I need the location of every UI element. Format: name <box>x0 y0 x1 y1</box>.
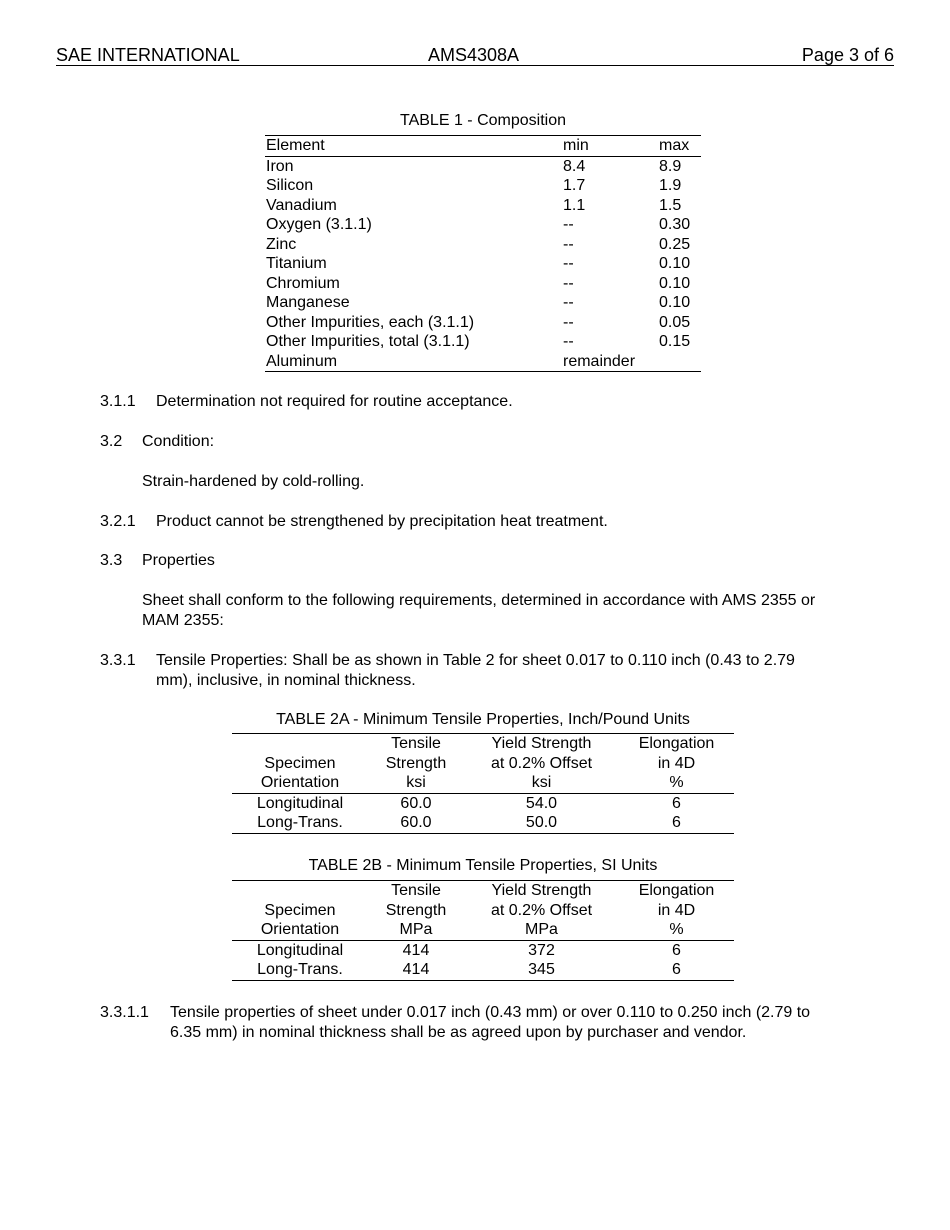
table-cell: 1.7 <box>563 177 586 194</box>
table-cell: 6 <box>672 961 681 978</box>
column-header: Elongation <box>638 735 715 752</box>
table-cell: 54.0 <box>525 794 558 812</box>
composition-table <box>265 135 701 372</box>
section-text: Sheet shall conform to the following requirements, determined in accordance with AMS 2355 or <box>142 592 816 609</box>
table-header-row <box>232 881 734 901</box>
table-row <box>265 352 701 372</box>
column-header: Strength <box>385 901 447 919</box>
table-row <box>265 293 701 313</box>
table-cell: Longitudinal <box>256 941 344 959</box>
table-cell: -- <box>563 294 574 311</box>
table-cell: 0.25 <box>659 235 691 253</box>
tensile-table-inch-pound <box>232 733 734 834</box>
column-header: at 0.2% Offset <box>490 901 593 919</box>
section-title: Condition: <box>142 433 215 450</box>
table-cell: Zinc <box>266 235 297 253</box>
column-header: Specimen <box>264 901 336 919</box>
table-row <box>232 813 734 833</box>
column-header: Tensile <box>391 882 441 899</box>
column-header: % <box>619 920 734 940</box>
table-cell: 6 <box>672 814 681 831</box>
table-row <box>265 215 701 235</box>
table-cell: 50.0 <box>525 814 558 831</box>
column-header: Orientation <box>232 773 368 793</box>
table-cell: 6 <box>672 941 681 959</box>
table2a-caption: TABLE 2A - Minimum Tensile Properties, Inch/Pound Units <box>276 711 690 728</box>
doc-number: AMS4308A <box>428 45 520 65</box>
column-header: Strength <box>385 754 447 772</box>
org-name: SAE INTERNATIONAL <box>56 45 240 65</box>
table-cell: 372 <box>528 941 555 959</box>
table-row <box>232 793 734 813</box>
table-cell: -- <box>563 274 574 292</box>
section-title: Properties <box>142 552 215 569</box>
section-text: Tensile properties of sheet under 0.017 inch (0.43 mm) or over 0.110 to 0.250 inch (2.79 to <box>170 1004 811 1021</box>
table-header-row <box>232 901 734 921</box>
table-cell: 60.0 <box>400 794 432 812</box>
table-row <box>265 156 701 176</box>
table-cell: Long-Trans. <box>257 814 343 831</box>
table-cell: 1.1 <box>563 196 586 214</box>
table-cell: 60.0 <box>400 814 432 831</box>
section-text: Tensile Properties: Shall be as shown in Table 2 for sheet 0.017 to 0.110 inch (0.43 to 2.79 <box>156 652 795 669</box>
section-number: 3.3 <box>100 552 123 569</box>
column-header: Yield Strength <box>491 735 592 752</box>
column-header: % <box>619 773 734 793</box>
table-header-row <box>232 734 734 754</box>
section-text: 6.35 mm) in nominal thickness shall be as agreed upon by purchaser and vendor. <box>170 1024 747 1041</box>
table-cell: 345 <box>528 961 555 978</box>
column-header <box>232 734 368 754</box>
table-cell: 0.30 <box>659 216 691 233</box>
table-cell: 414 <box>402 961 430 978</box>
section-number: 3.2 <box>100 433 123 450</box>
table-cell: Vanadium <box>266 196 337 214</box>
column-header: MPa <box>368 920 464 940</box>
table-cell: Titanium <box>266 255 327 272</box>
table-cell: Aluminum <box>266 352 338 370</box>
table-header-row <box>232 754 734 774</box>
column-header: Element <box>265 136 563 157</box>
table-cell: 0.10 <box>659 294 691 311</box>
column-header: max <box>659 136 701 157</box>
table-row <box>265 313 701 333</box>
column-header: MPa <box>464 920 619 940</box>
table-row <box>265 235 701 255</box>
column-header: min <box>563 136 659 157</box>
column-header: in 4D <box>657 901 696 919</box>
table-cell: 0.05 <box>659 313 691 331</box>
column-header: Tensile <box>391 735 441 752</box>
table-cell: -- <box>563 255 574 272</box>
page-header <box>56 45 894 66</box>
table-cell: 0.15 <box>659 333 691 350</box>
column-header <box>232 881 368 901</box>
table-row <box>265 176 701 196</box>
column-header: at 0.2% Offset <box>490 754 593 772</box>
page-number: Page 3 of 6 <box>801 45 894 65</box>
table-cell: Other Impurities, each (3.1.1) <box>266 313 475 331</box>
section-number: 3.3.1 <box>100 652 136 669</box>
table-cell: 6 <box>672 794 681 812</box>
table-row <box>232 940 734 960</box>
table-cell: -- <box>563 333 574 350</box>
table-row <box>265 274 701 294</box>
section-number: 3.1.1 <box>100 393 136 410</box>
section-number: 3.3.1.1 <box>100 1004 149 1021</box>
table-cell: remainder <box>563 352 636 370</box>
section-text: Product cannot be strengthened by precipitation heat treatment. <box>156 513 608 530</box>
table-header-row <box>265 136 701 157</box>
table-cell: 8.9 <box>659 157 682 175</box>
table-cell: 414 <box>402 941 430 959</box>
table-cell <box>659 352 701 372</box>
table-cell: Chromium <box>266 274 340 292</box>
table-cell: Other Impurities, total (3.1.1) <box>266 333 470 350</box>
table-cell: Longitudinal <box>256 794 344 812</box>
table-row <box>265 254 701 274</box>
table-cell: 8.4 <box>563 157 586 175</box>
table-cell: Oxygen (3.1.1) <box>266 216 372 233</box>
section-text: Determination not required for routine acceptance. <box>156 393 513 410</box>
table2b-caption: TABLE 2B - Minimum Tensile Properties, SI Units <box>308 857 658 874</box>
column-header: Orientation <box>232 920 368 940</box>
column-header: Specimen <box>264 754 336 772</box>
table-row <box>265 196 701 216</box>
table-header-row <box>232 920 734 940</box>
table-cell: -- <box>563 235 574 253</box>
table-cell: 0.10 <box>659 274 691 292</box>
table-row <box>265 332 701 352</box>
table-row <box>232 960 734 980</box>
table-cell: Long-Trans. <box>257 961 343 978</box>
column-header: Elongation <box>638 882 715 899</box>
table-cell: Iron <box>266 157 294 175</box>
column-header: Yield Strength <box>491 882 592 899</box>
table-cell: 1.5 <box>659 196 682 214</box>
section-number: 3.2.1 <box>100 513 136 530</box>
table-cell: 0.10 <box>659 255 691 272</box>
tensile-table-si <box>232 880 734 981</box>
table-header-row <box>232 773 734 793</box>
table1-caption: TABLE 1 - Composition <box>400 112 566 129</box>
column-header: ksi <box>368 773 464 793</box>
section-text: MAM 2355: <box>142 612 224 629</box>
table-cell: -- <box>563 216 574 233</box>
column-header: in 4D <box>657 754 696 772</box>
table-cell: -- <box>563 313 574 331</box>
section-text: mm), inclusive, in nominal thickness. <box>156 672 416 689</box>
table-cell: 1.9 <box>659 177 682 194</box>
section-text: Strain-hardened by cold-rolling. <box>142 473 365 490</box>
column-header: ksi <box>464 773 619 793</box>
table-cell: Manganese <box>266 294 350 311</box>
table-cell: Silicon <box>266 177 314 194</box>
